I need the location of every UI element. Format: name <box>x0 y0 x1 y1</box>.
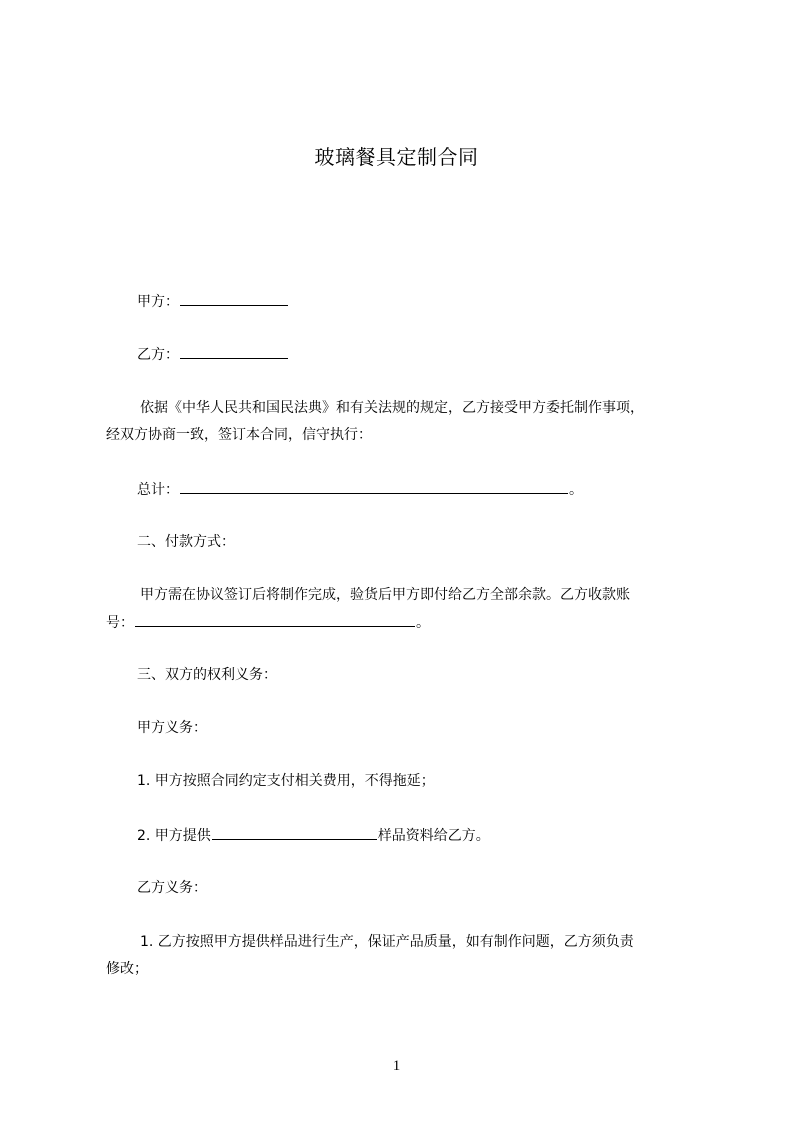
section-2-heading: 二、付款方式： <box>137 534 235 550</box>
account-label: 号： <box>106 615 134 631</box>
a-duty-2-end: 样品资料给乙方。 <box>377 828 490 844</box>
party-b-duties-heading: 乙方义务： <box>137 880 207 896</box>
page-number: 1 <box>392 1058 401 1074</box>
party-b-line <box>137 344 289 365</box>
a-duty-2 <box>137 825 490 846</box>
sample-blank <box>212 825 377 840</box>
a-duty-2-start: 2. 甲方提供 <box>137 828 211 844</box>
total-line <box>137 479 583 500</box>
payment-line-1: 甲方需在协议签订后将制作完成，验货后甲方即付给乙方全部余款。乙方收款账 <box>140 587 630 603</box>
party-b-label: 乙方： <box>137 347 179 363</box>
party-a-duties-heading: 甲方义务： <box>137 720 207 736</box>
party-a-blank <box>180 291 288 306</box>
section-3-heading: 三、双方的权利义务： <box>137 667 277 683</box>
intro-line-1: 依据《中华人民共和国民法典》和有关法规的规定，乙方接受甲方委托制作事项， <box>140 400 644 416</box>
party-b-blank <box>180 344 288 359</box>
b-duty-1-line-2: 修改； <box>106 961 148 977</box>
party-a-label: 甲方： <box>137 294 179 310</box>
intro-line-2: 经双方协商一致，签订本合同，信守执行： <box>106 427 372 443</box>
total-end: 。 <box>569 482 583 498</box>
a-duty-1: 1. 甲方按照合同约定支付相关费用，不得拖延； <box>137 773 435 789</box>
total-label: 总计： <box>137 482 179 498</box>
page-title: 玻璃餐具定制合同 <box>314 145 479 169</box>
payment-line-2 <box>106 612 430 633</box>
payment-end: 。 <box>416 615 430 631</box>
b-duty-1-line-1: 1. 乙方按照甲方提供样品进行生产，保证产品质量，如有制作问题，乙方须负责 <box>140 934 634 950</box>
party-a-line <box>137 291 289 312</box>
account-blank <box>135 612 415 627</box>
total-blank <box>180 479 568 494</box>
